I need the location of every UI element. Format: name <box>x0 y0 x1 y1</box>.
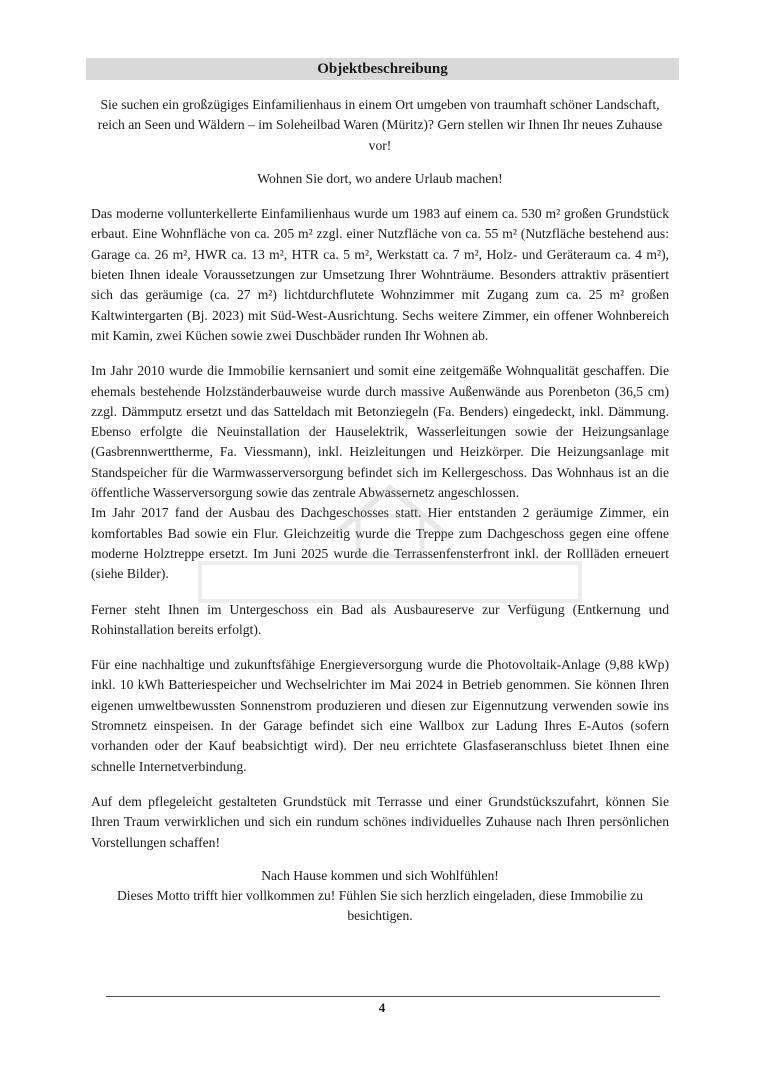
paragraph-attic: Im Jahr 2017 fand der Ausbau des Dachgeschosses statt. Hier entstanden 2 geräumige Zimmer, ein komfortables Bad sowie ein Flur. Gleichzeitig wurde die Treppe zum Dachgeschoss gegen eine offene moderne Holztreppe ersetzt. Im Juni 2025 wurde die Terrassenfensterfront inkl. der Rollläden erneuert (siehe Bilder). <box>91 505 669 582</box>
description-body <box>91 95 669 927</box>
paragraph-renovation: Im Jahr 2010 wurde die Immobilie kernsaniert und somit eine zeitgemäße Wohnqualität geschaffen. Die ehemals bestehende Holzständerbauweise wurde durch massive Außenwände aus Porenbeton (36,5 cm) zzgl. Dämmputz ersetzt und das Satteldach mit Betonziegeln (Fa. Benders) eingedeckt, inkl. Dämmung. Ebenso erfolgte die Neuinstallation der Hauselektrik, Wasserleitungen sowie der Heizungsanlage (Gasbrennwerttherme, Fa. Viessmann), inkl. Heizleitungen und Heizkörper. Die Heizungsanlage mit Standspeicher für die Warmwasserversorgung befindet sich im Kellergeschoss. Das Wohnhaus ist an die öffentliche Wasserversorgung sowie das zentrale Abwassernetz angeschlossen. <box>91 363 669 501</box>
closing-slogan: Nach Hause kommen und sich Wohlfühlen! <box>261 867 499 883</box>
intro-text: Sie suchen ein großzügiges Einfamilienhaus in einem Ort umgeben von traumhaft schöner Landschaft, reich an Seen und Wäldern – im Soleheilbad Waren (Müritz)? Gern stellen wir Ihnen Ihr neues Zuhause vor! <box>97 97 663 153</box>
paragraph-energy: Für eine nachhaltige und zukunftsfähige Energieversorgung wurde die Photovoltaik-Anlage (9,88 kWp) inkl. 10 kWh Batteriespeicher und Wechselrichter im Mai 2024 in Betrieb genommen. Sie können Ihren eigenen umweltbewussten Sonnenstrom produzieren und diesen zur Eigennutzung verwenden sowie ins Stromnetz einspeisen. In der Garage befindet sich eine Wallbox zur Ladung Ihres E-Autos (sofern vorhanden oder der Kauf beabsichtigt wird). Der neu errichtete Glasfaseranschluss bietet Ihnen eine schnelle Internetverbindung. <box>91 657 669 774</box>
paragraph-property: Auf dem pflegeleicht gestalteten Grundstück mit Terrasse und einer Grundstückszufahrt, können Sie Ihren Traum verwirklichen und sich ein rundum schönes individuelles Zuhause nach Ihren persönlichen Vorstellungen schaffen! <box>91 793 669 850</box>
slogan-text: Wohnen Sie dort, wo andere Urlaub machen! <box>257 170 503 186</box>
section-title: Objektbeschreibung <box>86 58 679 80</box>
paragraph-house: Das moderne vollunterkellerte Einfamilienhaus wurde um 1983 auf einem ca. 530 m² großen Grundstück erbaut. Eine Wohnfläche von ca. 205 m² zzgl. einer Nutzfläche von ca. 55 m² (Nutzfläche bestehend aus: Garage ca. 26 m², HWR ca. 13 m², HTR ca. 5 m², Werkstatt ca. 7 m², Holz- und Geräteraum ca. 4 m²), bieten Ihnen ideale Voraussetzungen zur Umsetzung Ihrer Wohnträume. Besonders attraktiv präsentiert sich das geräumige (ca. 27 m²) lichtdurchflutete Wohnzimmer mit Zugang zum ca. 25 m² großen Kaltwintergarten (Bj. 2023) mit Süd-West-Ausrichtung. Sechs weitere Zimmer, ein offener Wohnbereich mit Kamin, zwei Küchen sowie zwei Duschbäder runden Ihr Wohnen ab. <box>91 206 669 343</box>
page-number: 4 <box>378 1000 386 1015</box>
paragraph-basement: Ferner steht Ihnen im Untergeschoss ein Bad als Ausbaureserve zur Verfügung (Entkernung und Rohinstallation bereits erfolgt). <box>91 601 669 637</box>
closing-invitation: Dieses Motto trifft hier vollkommen zu! Fühlen Sie sich herzlich eingeladen, diese Immobilie zu besichtigen. <box>116 888 643 924</box>
footer-divider <box>106 996 660 997</box>
